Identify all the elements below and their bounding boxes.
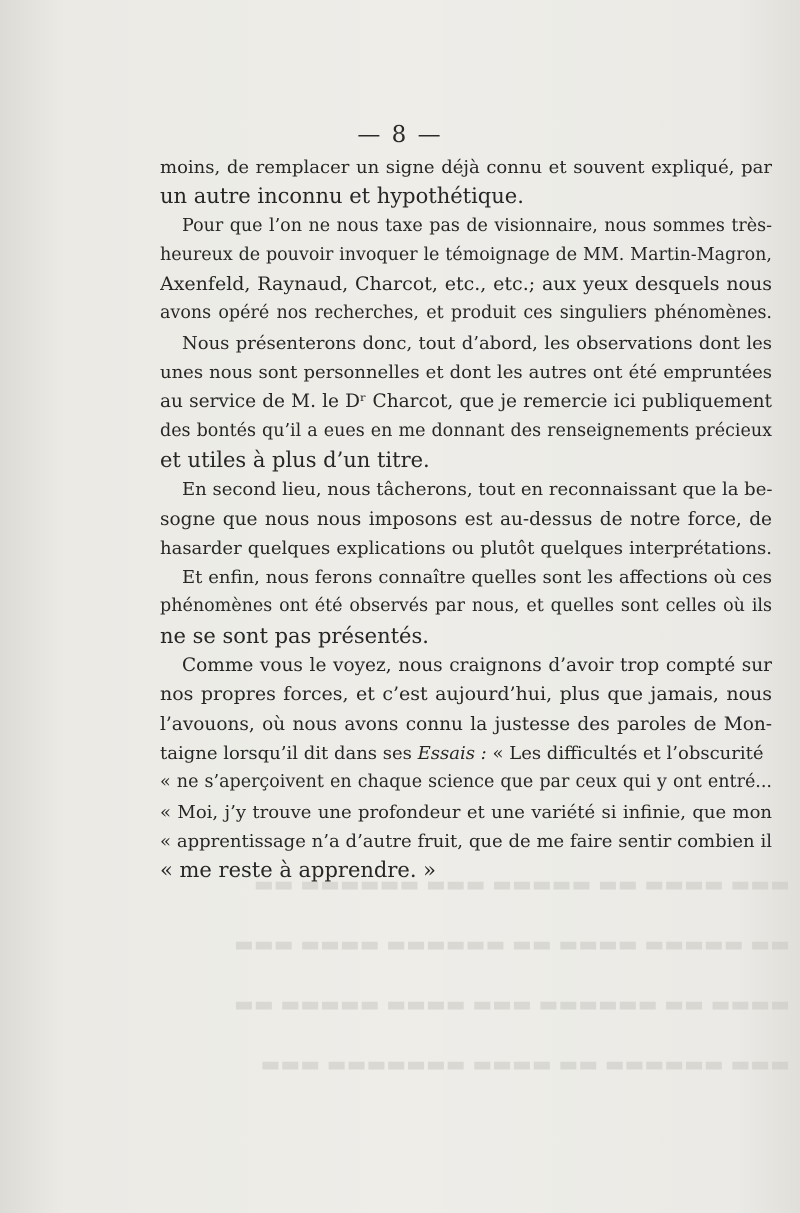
text-line: « apprentissage n’a d’autre fruit, que de me faire sentir combien il <box>160 830 772 852</box>
page-number: — 8 — <box>357 122 443 148</box>
book-title: Essais : <box>417 742 487 764</box>
text-line: ne se sont pas présentés. <box>160 623 429 648</box>
text-line: « Moi, j’y trouve une profondeur et une variété si infinie, que mon <box>160 801 772 823</box>
text-line: et utiles à plus d’un titre. <box>160 447 430 472</box>
text-line: Comme vous le voyez, nous craignons d’avoir trop compté sur <box>182 655 772 677</box>
text-line: En second lieu, nous tâcherons, tout en reconnaissant que la be- <box>182 479 772 501</box>
text-line: Et enfin, nous ferons connaître quelles sont les affections où ces <box>182 567 772 589</box>
bleed-through-line: ▬▬▬▬ ▬▬ ▬▬▬▬▬▬ ▬▬▬ ▬▬▬▬ ▬▬▬▬▬ ▬▬ <box>234 992 790 1016</box>
text-line: l’avouons, où nous avons connu la justesse des paroles de Mon- <box>160 713 772 735</box>
text-line: nos propres forces, et c’est aujourd’hui, plus que jamais, nous <box>160 683 772 706</box>
text-line: sogne que nous nous imposons est au-dessus de notre force, de <box>160 508 772 530</box>
text-line-mixed <box>160 739 772 768</box>
text-line: Axenfeld, Raynaud, Charcot, etc., etc.; aux yeux desquels nous <box>160 273 772 296</box>
text-line: phénomènes ont été observés par nous, et quelles sont celles où ils <box>160 596 772 617</box>
bleed-through-line: ▬▬▬ ▬▬▬▬ ▬▬ ▬▬▬▬▬ ▬▬▬ ▬▬▬▬▬▬ ▬▬ <box>253 872 790 896</box>
text-line: « me reste à apprendre. » <box>160 858 437 883</box>
text-line: un autre inconnu et hypothétique. <box>160 184 524 209</box>
text-line: moins, de remplacer un signe déjà connu et souvent expliqué, par <box>160 157 772 178</box>
text-line: hasarder quelques explications ou plutôt quelques interprétations. <box>160 537 772 559</box>
bleed-through-line: ▬▬ ▬▬▬▬▬ ▬▬▬▬ ▬▬ ▬▬▬▬▬▬ ▬▬▬▬ ▬▬▬ <box>234 932 790 956</box>
text-line: Pour que l’on ne nous taxe pas de visionnaire, nous sommes très- <box>182 215 772 236</box>
text-run: « Les difficultés et l’obscurité <box>492 742 764 764</box>
body-text <box>160 153 772 885</box>
text-run: taigne lorsqu’il dit dans ses <box>160 742 412 764</box>
text-line: au service de M. le Dʳ Charcot, que je remercie ici publiquement <box>160 391 772 413</box>
bleed-through-line: ▬▬▬ ▬▬▬▬▬▬ ▬▬ ▬▬▬▬ ▬▬▬▬▬▬▬ ▬▬▬ <box>260 1052 790 1076</box>
text-line: unes nous sont personnelles et dont les autres ont été empruntées <box>160 362 772 384</box>
text-line: « ne s’aperçoivent en chaque science que par ceux qui y ont entré... <box>160 772 772 793</box>
text-line: heureux de pouvoir invoquer le témoignage de MM. Martin-Magron, <box>160 244 772 265</box>
text-line: des bontés qu’il a eues en me donnant des renseignements précieux <box>160 420 772 441</box>
text-line: avons opéré nos recherches, et produit ces singuliers phénomènes. <box>160 303 772 324</box>
text-line: Nous présenterons donc, tout d’abord, les observations dont les <box>182 332 772 354</box>
